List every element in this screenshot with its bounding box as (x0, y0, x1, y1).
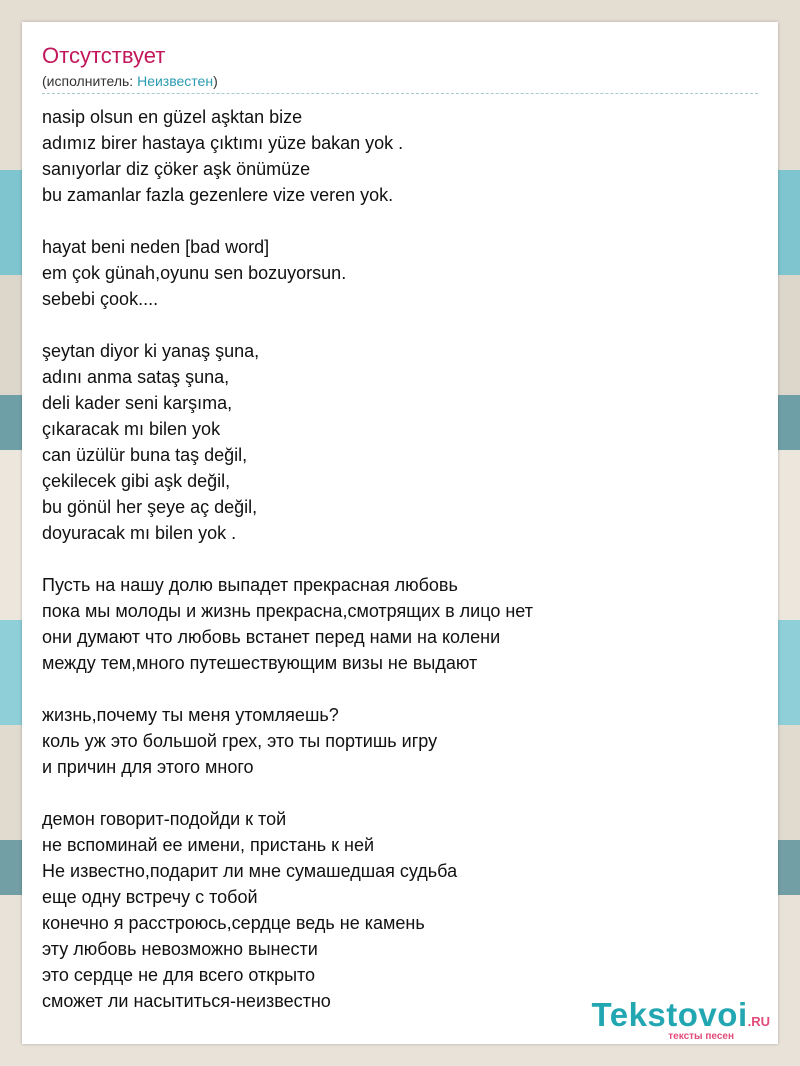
lyrics-line: жизнь,почему ты меня утомляешь? (42, 705, 339, 725)
lyrics-line: şeytan diyor ki yanaş şuna, (42, 341, 260, 361)
lyrics-line: çıkaracak mı bilen yok (42, 419, 221, 439)
lyrics-card (22, 22, 778, 1044)
lyrics-line: nasip olsun en güzel aşktan bize (42, 107, 303, 127)
lyrics-line: между тем,много путешествующим визы не выдают (42, 653, 478, 673)
artist-suffix: ) (213, 73, 218, 89)
tekstovoi-logo[interactable] (560, 998, 770, 1044)
lyrics-line: еще одну встречу с тобой (42, 887, 258, 907)
lyrics-line: сможет ли насытиться-неизвестно (42, 991, 331, 1011)
lyrics-stanza (42, 702, 758, 780)
lyrics-line: sanıyorlar diz çöker aşk önümüze (42, 159, 311, 179)
lyrics-stanza (42, 234, 758, 312)
lyrics-line: adımız birer hastaya çıktımı yüze bakan yok . (42, 133, 404, 153)
lyrics-line: Не известно,подарит ли мне сумашедшая судьба (42, 861, 458, 881)
lyrics-stanza (42, 338, 758, 546)
lyrics-line: bu zamanlar fazla gezenlere vize veren yok. (42, 185, 394, 205)
lyrics-line: и причин для этого много (42, 757, 254, 777)
artist-line (42, 72, 218, 90)
lyrics-text (42, 104, 758, 1014)
lyrics-line: Пусть на нашу долю выпадет прекрасная любовь (42, 575, 458, 595)
lyrics-line: bu gönül her şeye aç değil, (42, 497, 258, 517)
lyrics-line: adını anma sataş şuna, (42, 367, 230, 387)
lyrics-line: doyuracak mı bilen yok . (42, 523, 237, 543)
lyrics-line: çekilecek gibi aşk değil, (42, 471, 231, 491)
lyrics-stanza (42, 104, 758, 208)
lyrics-line: не вспоминай ее имени, пристань к ней (42, 835, 375, 855)
logo-name: Tekstovoi (591, 996, 748, 1033)
song-title: Отсутствует (42, 43, 166, 68)
lyrics-line: это сердце не для всего открыто (42, 965, 316, 985)
lyrics-line: can üzülür buna taş değil, (42, 445, 248, 465)
lyrics-stanza (42, 572, 758, 676)
logo-tld: .RU (747, 1014, 770, 1029)
lyrics-stanza (42, 806, 758, 1014)
lyrics-line: они думают что любовь встанет перед нами на колени (42, 627, 501, 647)
lyrics-line: эту любовь невозможно вынести (42, 939, 318, 959)
lyrics-line: демон говорит-подойди к той (42, 809, 287, 829)
artist-prefix: (исполнитель: (42, 73, 138, 89)
lyrics-line: коль уж это большой грех, это ты портишь игру (42, 731, 438, 751)
title-divider (42, 93, 758, 94)
lyrics-line: конечно я расстроюсь,сердце ведь не камень (42, 913, 425, 933)
lyrics-line: hayat beni neden [bad word] (42, 237, 270, 257)
lyrics-line: sebebi çook.... (42, 289, 159, 309)
lyrics-line: em çok günah,oyunu sen bozuyorsun. (42, 263, 347, 283)
logo-tagline: тексты песен (668, 1031, 734, 1042)
lyrics-line: пока мы молоды и жизнь прекрасна,смотрящих в лицо нет (42, 601, 533, 621)
artist-link[interactable]: Неизвестен (137, 73, 214, 89)
lyrics-line: deli kader seni karşıma, (42, 393, 233, 413)
